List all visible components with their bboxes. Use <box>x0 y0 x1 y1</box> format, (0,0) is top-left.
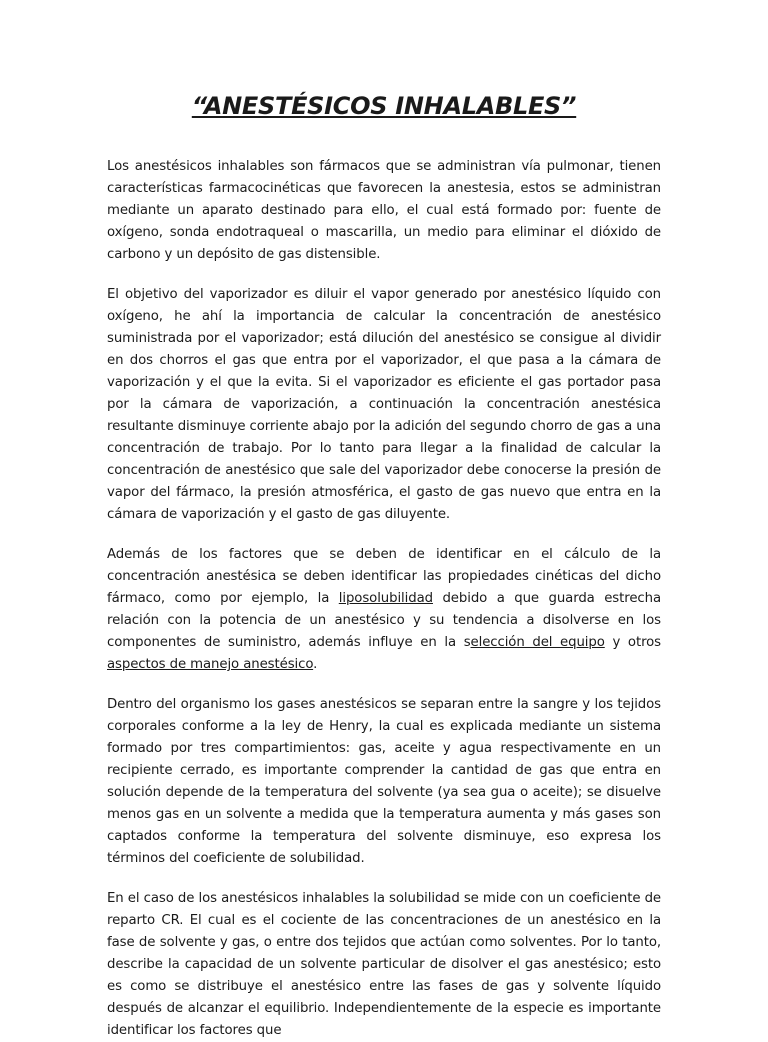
link-liposolubilidad: liposolubilidad <box>338 591 433 606</box>
paragraph-2: El objetivo del vaporizador es diluir el vapor generado por anestésico líquido con oxígeno, he ahí la importancia de calcular la concentración de anestésico suministrada por el vaporizador; está dilución del anestésico se consigue al dividir en dos chorros el gas que entra por el vaporizador, el que pasa a la cámara de vaporización y el que la evita. Si el vaporizador es eficiente el gas portador pasa por la cámara de vaporización, a continuación la concentración anestésica resultante disminuye corriente abajo por la adición del segundo chorro de gas a una concentración de trabajo. Por lo tanto para llegar a la finalidad de calcular la concentración de anestésico que sale del vaporizador debe conocerse la presión de vapor del fármaco, la presión atmosférica, el gasto de gas nuevo que entra en la cámara de vaporización y el gasto de gas diluyente. <box>107 287 661 522</box>
paragraph-5: En el caso de los anestésicos inhalables la solubilidad se mide con un coeficiente de reparto CR. El cual es el cociente de las concentraciones de un anestésico en la fase de solvente y gas, o entre dos tejidos que actúan como solventes. Por lo tanto, describe la capacidad de un solvente particular de disolver el gas anestésico; esto es como se distribuye el anestésico entre las fases de gas y solvente líquido después de alcanzar el equilibrio. Independientemente de la especie es importante identificar los factores que <box>107 891 661 1038</box>
paragraph-1: Los anestésicos inhalables son fármacos que se administran vía pulmonar, tienen características farmacocinéticas que favorecen la anestesia, estos se administran mediante un aparato destinado para ello, el cual está formado por: fuente de oxígeno, sonda endotraqueal o mascarilla, un medio para eliminar el dióxido de carbono y un depósito de gas distensible. <box>107 159 661 262</box>
paragraph-4: Dentro del organismo los gases anestésicos se separan entre la sangre y los tejidos corporales conforme a la ley de Henry, la cual es explicada mediante un sistema formado por tres compartimientos: gas, aceite y agua respectivamente en un recipiente cerrado, es importante comprender la cantidad de gas que entra en solución depende de la temperatura del solvente (ya sea gua o aceite); se disuelve menos gas en un solvente a medida que la temperatura aumenta y más gases son captados conforme la temperatura del solvente disminuye, eso expresa los términos del coeficiente de solubilidad. <box>107 697 661 866</box>
link-seleccion-equipo: elección del equipo <box>470 635 605 650</box>
paragraph-3-text-2: debido a que guarda estrecha relación con la potencia de un anestésico y su tendencia a disolverse en los componentes de suministro, además influye en la s <box>107 591 661 650</box>
paragraph-3-text-1: Además de los factores que se deben de identificar en el cálculo de la concentración anestésica se deben identificar las propiedades cinéticas del dicho fármaco, como por ejemplo, la <box>107 547 661 606</box>
link-aspectos-manejo: aspectos de manejo anestésico <box>107 657 314 672</box>
document-title: “ANESTÉSICOS INHALABLES” <box>191 92 577 120</box>
paragraph-3-text-4: . <box>313 657 318 672</box>
paragraph-3 <box>107 544 661 676</box>
paragraph-3-text-3: y otros <box>604 635 662 650</box>
